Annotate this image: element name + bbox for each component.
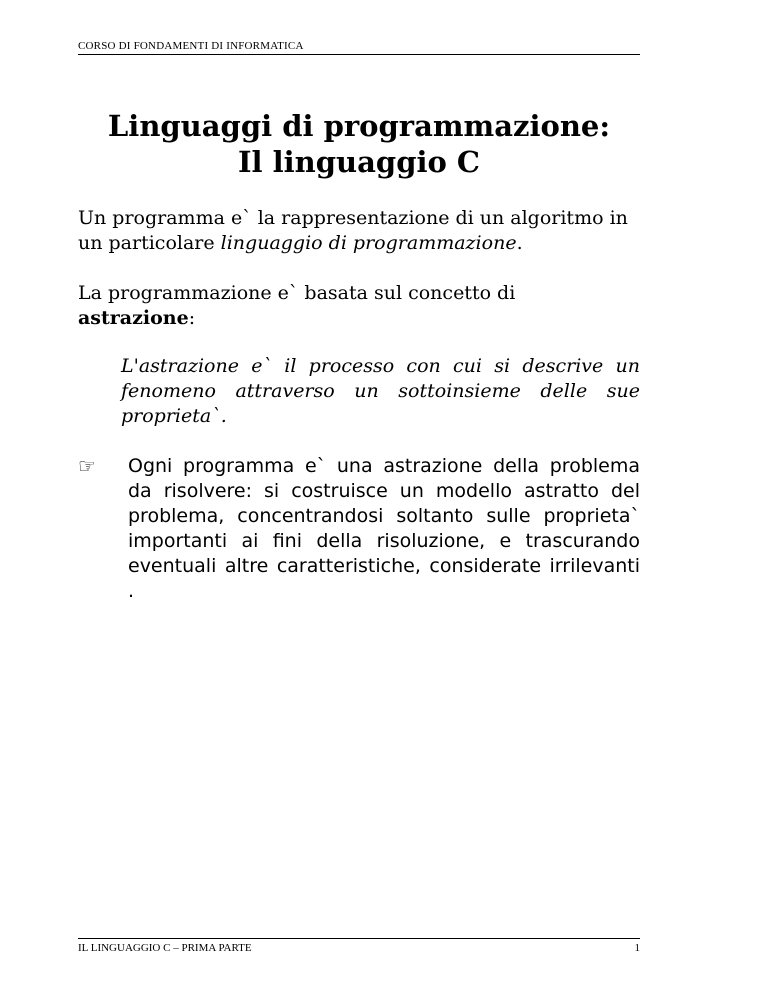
bullet-paragraph: Ogni programma e` una astrazione della problema da risolvere: si costruisce un modello astratto del problema, concentrandosi soltanto sulle proprieta` importanti ai fini della risoluzione, e trascurando eventuali altre caratteristiche, considerate irrilevanti .: [128, 455, 640, 602]
abstraction-definition: L'astrazione e` il processo con cui si descrive un fenomeno attraverso un sottoinsieme delle sue proprieta`.: [121, 355, 640, 427]
abstraction-text: La programmazione e` basata sul concetto di: [78, 282, 516, 304]
title-line-2: Il linguaggio C: [237, 145, 481, 179]
abstraction-term: astrazione: [78, 307, 189, 329]
intro-end: .: [516, 232, 523, 254]
page-footer: [78, 938, 640, 954]
intro-text: Un programma e` la rappresentazione di un algoritmo in un particolare: [78, 207, 628, 254]
intro-paragraph: [78, 206, 640, 256]
abstraction-paragraph: [78, 281, 640, 331]
abstraction-colon: :: [188, 307, 196, 329]
page-header: CORSO DI FONDAMENTI DI INFORMATICA: [78, 40, 640, 55]
page-number: 1: [634, 942, 640, 954]
page-title: [78, 108, 640, 180]
pointing-hand-icon: ☞: [78, 454, 96, 478]
intro-italic-term: linguaggio di programmazione: [220, 232, 517, 254]
title-line-1: Linguaggi di programmazione:: [107, 109, 611, 143]
footer-text: IL LINGUAGGIO C – PRIMA PARTE: [78, 942, 252, 954]
